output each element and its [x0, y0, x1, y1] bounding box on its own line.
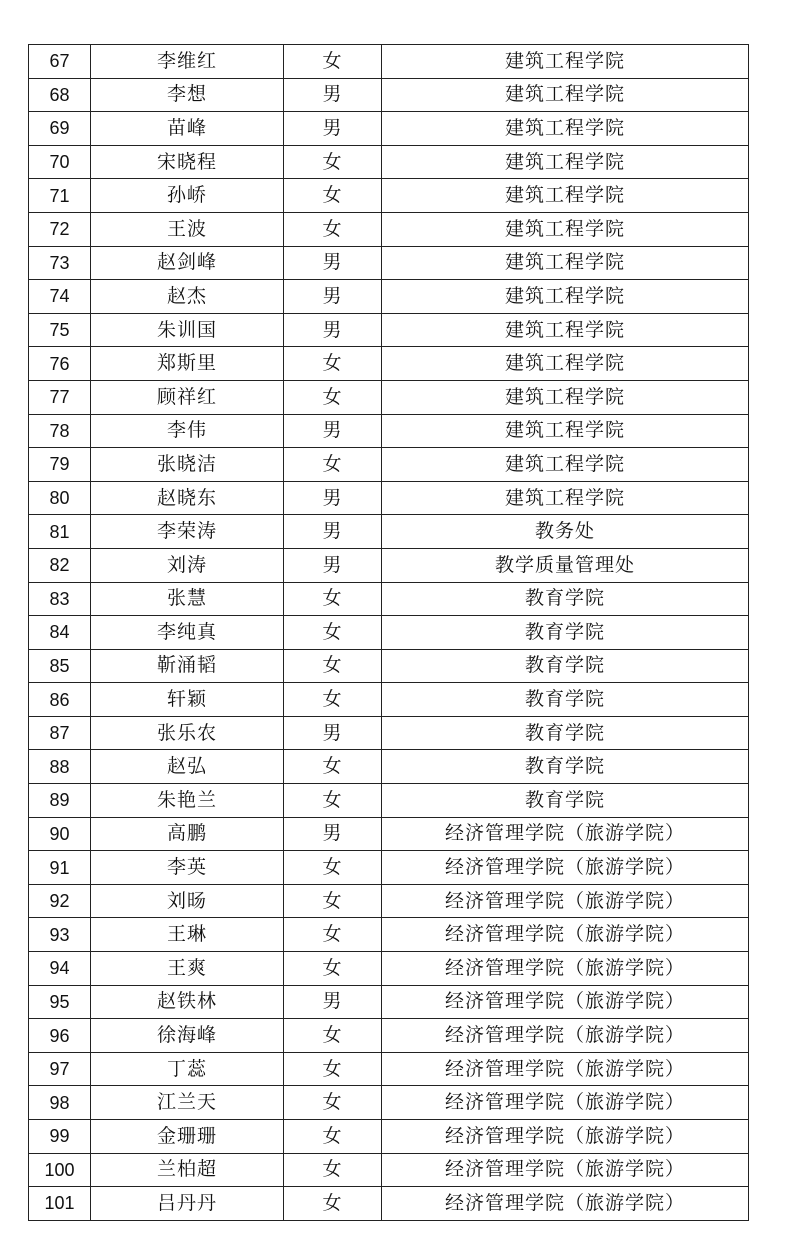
row-number: 101 [29, 1187, 91, 1221]
table-row [29, 380, 749, 414]
row-number: 88 [29, 750, 91, 784]
person-gender: 女 [284, 784, 382, 818]
table-row [29, 817, 749, 851]
department-name: 经济管理学院（旅游学院） [382, 1019, 749, 1053]
row-number: 87 [29, 716, 91, 750]
person-gender: 女 [284, 884, 382, 918]
person-gender: 女 [284, 918, 382, 952]
department-name: 建筑工程学院 [382, 448, 749, 482]
table-row [29, 1086, 749, 1120]
department-name: 教学质量管理处 [382, 548, 749, 582]
row-number: 85 [29, 649, 91, 683]
department-name: 经济管理学院（旅游学院） [382, 851, 749, 885]
row-number: 90 [29, 817, 91, 851]
table-row [29, 784, 749, 818]
person-name: 轩颖 [91, 683, 284, 717]
person-name: 宋晓程 [91, 145, 284, 179]
row-number: 79 [29, 448, 91, 482]
row-number: 81 [29, 515, 91, 549]
table-row [29, 246, 749, 280]
person-gender: 男 [284, 78, 382, 112]
department-name: 经济管理学院（旅游学院） [382, 1086, 749, 1120]
department-name: 经济管理学院（旅游学院） [382, 985, 749, 1019]
row-number: 93 [29, 918, 91, 952]
row-number: 100 [29, 1153, 91, 1187]
person-name: 兰柏超 [91, 1153, 284, 1187]
department-name: 教育学院 [382, 716, 749, 750]
person-gender: 女 [284, 750, 382, 784]
department-name: 建筑工程学院 [382, 145, 749, 179]
department-name: 建筑工程学院 [382, 481, 749, 515]
row-number: 67 [29, 45, 91, 79]
person-name: 王琳 [91, 918, 284, 952]
row-number: 71 [29, 179, 91, 213]
person-gender: 女 [284, 347, 382, 381]
row-number: 95 [29, 985, 91, 1019]
row-number: 94 [29, 952, 91, 986]
person-name: 赵晓东 [91, 481, 284, 515]
table-row [29, 548, 749, 582]
table-row [29, 45, 749, 79]
person-gender: 男 [284, 313, 382, 347]
row-number: 97 [29, 1052, 91, 1086]
person-gender: 女 [284, 952, 382, 986]
table-row [29, 481, 749, 515]
table-row [29, 716, 749, 750]
row-number: 77 [29, 380, 91, 414]
person-name: 赵弘 [91, 750, 284, 784]
person-name: 李荣涛 [91, 515, 284, 549]
person-name: 金珊珊 [91, 1120, 284, 1154]
department-name: 经济管理学院（旅游学院） [382, 1052, 749, 1086]
person-name: 刘涛 [91, 548, 284, 582]
person-gender: 男 [284, 414, 382, 448]
row-number: 86 [29, 683, 91, 717]
table-row [29, 985, 749, 1019]
person-name: 吕丹丹 [91, 1187, 284, 1221]
person-name: 高鹏 [91, 817, 284, 851]
department-name: 教育学院 [382, 582, 749, 616]
person-name: 张乐农 [91, 716, 284, 750]
row-number: 98 [29, 1086, 91, 1120]
row-number: 84 [29, 616, 91, 650]
person-gender: 女 [284, 1086, 382, 1120]
row-number: 83 [29, 582, 91, 616]
person-name: 丁蕊 [91, 1052, 284, 1086]
person-name: 赵剑峰 [91, 246, 284, 280]
staff-table-body [29, 45, 749, 1221]
department-name: 教育学院 [382, 784, 749, 818]
person-gender: 男 [284, 817, 382, 851]
person-gender: 女 [284, 1187, 382, 1221]
table-row [29, 1019, 749, 1053]
table-row [29, 347, 749, 381]
person-gender: 男 [284, 515, 382, 549]
department-name: 建筑工程学院 [382, 212, 749, 246]
person-gender: 女 [284, 616, 382, 650]
table-row [29, 851, 749, 885]
table-row [29, 884, 749, 918]
person-gender: 男 [284, 246, 382, 280]
person-name: 王波 [91, 212, 284, 246]
table-row [29, 918, 749, 952]
person-name: 苗峰 [91, 112, 284, 146]
department-name: 建筑工程学院 [382, 414, 749, 448]
person-name: 顾祥红 [91, 380, 284, 414]
table-row [29, 1187, 749, 1221]
department-name: 建筑工程学院 [382, 280, 749, 314]
table-row [29, 649, 749, 683]
person-gender: 女 [284, 448, 382, 482]
person-gender: 女 [284, 683, 382, 717]
person-gender: 女 [284, 1120, 382, 1154]
department-name: 建筑工程学院 [382, 78, 749, 112]
person-name: 朱艳兰 [91, 784, 284, 818]
person-gender: 男 [284, 112, 382, 146]
table-row [29, 952, 749, 986]
row-number: 76 [29, 347, 91, 381]
person-name: 赵杰 [91, 280, 284, 314]
staff-table [28, 44, 749, 1221]
person-name: 张慧 [91, 582, 284, 616]
table-row [29, 1052, 749, 1086]
person-gender: 女 [284, 1153, 382, 1187]
department-name: 建筑工程学院 [382, 380, 749, 414]
table-row [29, 112, 749, 146]
department-name: 建筑工程学院 [382, 112, 749, 146]
department-name: 教育学院 [382, 683, 749, 717]
row-number: 75 [29, 313, 91, 347]
row-number: 70 [29, 145, 91, 179]
department-name: 建筑工程学院 [382, 347, 749, 381]
person-gender: 女 [284, 179, 382, 213]
department-name: 教育学院 [382, 649, 749, 683]
row-number: 96 [29, 1019, 91, 1053]
person-gender: 男 [284, 716, 382, 750]
table-row [29, 78, 749, 112]
person-gender: 女 [284, 1019, 382, 1053]
department-name: 经济管理学院（旅游学院） [382, 1153, 749, 1187]
table-row [29, 145, 749, 179]
row-number: 99 [29, 1120, 91, 1154]
person-gender: 女 [284, 582, 382, 616]
department-name: 经济管理学院（旅游学院） [382, 817, 749, 851]
row-number: 78 [29, 414, 91, 448]
person-gender: 男 [284, 481, 382, 515]
person-name: 李纯真 [91, 616, 284, 650]
person-gender: 女 [284, 1052, 382, 1086]
person-name: 李英 [91, 851, 284, 885]
table-row [29, 212, 749, 246]
row-number: 73 [29, 246, 91, 280]
person-gender: 女 [284, 145, 382, 179]
row-number: 74 [29, 280, 91, 314]
table-row [29, 1153, 749, 1187]
row-number: 69 [29, 112, 91, 146]
table-row [29, 750, 749, 784]
person-gender: 女 [284, 649, 382, 683]
table-row [29, 414, 749, 448]
person-gender: 女 [284, 380, 382, 414]
table-row [29, 515, 749, 549]
department-name: 经济管理学院（旅游学院） [382, 884, 749, 918]
person-name: 王爽 [91, 952, 284, 986]
person-gender: 男 [284, 985, 382, 1019]
row-number: 82 [29, 548, 91, 582]
table-row [29, 313, 749, 347]
person-name: 李伟 [91, 414, 284, 448]
person-name: 江兰天 [91, 1086, 284, 1120]
person-name: 张晓洁 [91, 448, 284, 482]
person-name: 刘旸 [91, 884, 284, 918]
row-number: 91 [29, 851, 91, 885]
table-row [29, 582, 749, 616]
table-row [29, 616, 749, 650]
department-name: 经济管理学院（旅游学院） [382, 952, 749, 986]
person-gender: 男 [284, 280, 382, 314]
person-gender: 女 [284, 212, 382, 246]
table-row [29, 1120, 749, 1154]
row-number: 92 [29, 884, 91, 918]
person-name: 郑斯里 [91, 347, 284, 381]
person-name: 赵铁林 [91, 985, 284, 1019]
department-name: 建筑工程学院 [382, 45, 749, 79]
person-gender: 女 [284, 45, 382, 79]
person-name: 孙峤 [91, 179, 284, 213]
person-name: 徐海峰 [91, 1019, 284, 1053]
table-row [29, 280, 749, 314]
department-name: 经济管理学院（旅游学院） [382, 1187, 749, 1221]
person-name: 李想 [91, 78, 284, 112]
department-name: 建筑工程学院 [382, 179, 749, 213]
table-row [29, 179, 749, 213]
person-gender: 男 [284, 548, 382, 582]
table-row [29, 683, 749, 717]
department-name: 经济管理学院（旅游学院） [382, 918, 749, 952]
person-name: 朱训国 [91, 313, 284, 347]
row-number: 80 [29, 481, 91, 515]
row-number: 72 [29, 212, 91, 246]
row-number: 89 [29, 784, 91, 818]
person-gender: 女 [284, 851, 382, 885]
person-name: 靳涌韬 [91, 649, 284, 683]
department-name: 教务处 [382, 515, 749, 549]
department-name: 建筑工程学院 [382, 313, 749, 347]
department-name: 建筑工程学院 [382, 246, 749, 280]
person-name: 李维红 [91, 45, 284, 79]
table-row [29, 448, 749, 482]
department-name: 教育学院 [382, 750, 749, 784]
department-name: 经济管理学院（旅游学院） [382, 1120, 749, 1154]
row-number: 68 [29, 78, 91, 112]
department-name: 教育学院 [382, 616, 749, 650]
